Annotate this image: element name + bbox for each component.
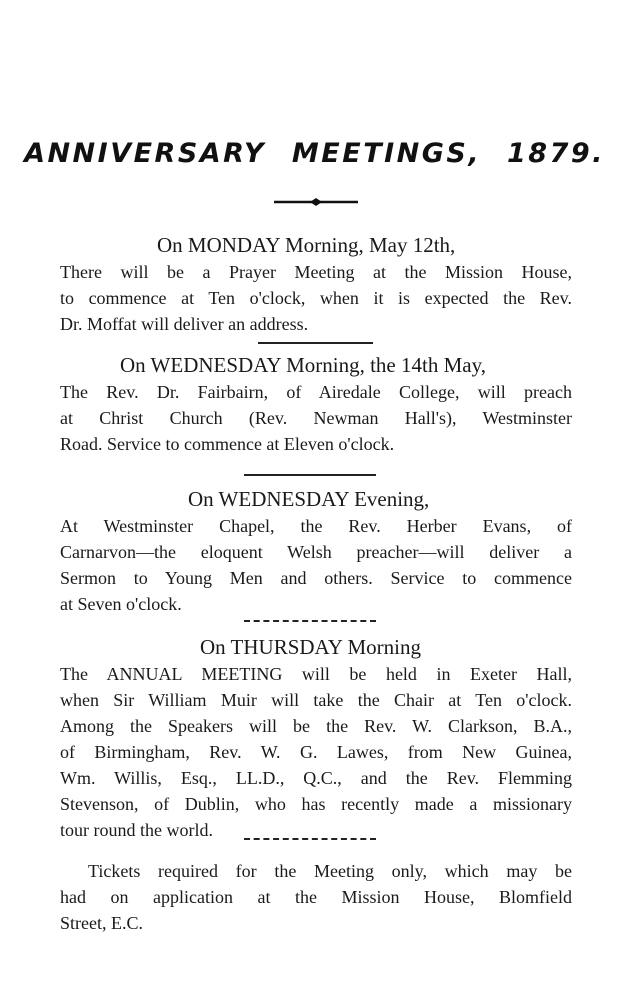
heading-day: WEDNESDAY	[218, 487, 349, 511]
heading-day: MONDAY	[187, 233, 280, 257]
heading-word: Morning,	[286, 353, 365, 377]
body-line: at Seven o'clock.	[60, 594, 182, 614]
heading-word: On	[120, 353, 146, 377]
section-heading	[60, 486, 572, 512]
heading-word: May	[368, 233, 408, 257]
body-line: Carnarvon—the eloquent Welsh preacher—will deliver a	[60, 542, 572, 562]
heading-day: THURSDAY	[230, 635, 343, 659]
body-line: tour round the world.	[60, 820, 213, 840]
page-title: ANNIVERSARY MEETINGS, 1879.	[24, 138, 605, 169]
body-line: The Rev. Dr. Fairbairn, of Airedale College, will preach	[60, 382, 572, 402]
section-thursday	[60, 634, 572, 843]
heading-word: the 14th	[370, 353, 439, 377]
body-line: Dr. Moffat will deliver an address.	[60, 314, 309, 334]
section-divider	[244, 474, 376, 476]
body-line: There will be a Prayer Meeting at the Mission House,	[60, 262, 572, 282]
section-heading	[60, 232, 572, 258]
body-line: when Sir William Muir will take the Chair at Ten o'clock.	[60, 690, 572, 710]
body-line: Stevenson, of Dublin, who has recently made a missionary	[60, 794, 572, 814]
heading-day: WEDNESDAY	[150, 353, 281, 377]
body-line: had on application at the Mission House, Blomfield	[60, 887, 572, 907]
section-monday	[60, 232, 572, 337]
section-divider	[244, 838, 376, 840]
heading-word: Morning	[347, 635, 421, 659]
section-wednesday-morning	[60, 352, 572, 457]
section-divider	[244, 620, 376, 622]
heading-word: On	[188, 487, 214, 511]
heading-word: May,	[443, 353, 486, 377]
body-line: Road. Service to commence at Eleven o'clock.	[60, 434, 395, 454]
section-body	[60, 259, 572, 337]
body-line: Among the Speakers will be the Rev. W. Clarkson, B.A.,	[60, 716, 572, 736]
body-line: of Birmingham, Rev. W. G. Lawes, from New Guinea,	[60, 742, 572, 762]
heading-word: On	[200, 635, 226, 659]
body-line: Wm. Willis, Esq., LL.D., Q.C., and the Rev. Flemming	[60, 768, 572, 788]
ornament-divider	[274, 196, 358, 208]
heading-word: Morning,	[284, 233, 364, 257]
section-body	[60, 513, 572, 617]
body-line: At Westminster Chapel, the Rev. Herber Evans, of	[60, 516, 572, 536]
body-line: at Christ Church (Rev. Newman Hall's), Westminster	[60, 408, 572, 428]
body-line: to commence at Ten o'clock, when it is expected the Rev.	[60, 288, 572, 308]
body-line: The ANNUAL MEETING will be held in Exeter Hall,	[60, 664, 572, 684]
section-heading	[60, 634, 572, 660]
body-line: Street, E.C.	[60, 913, 143, 933]
body-line: Sermon to Young Men and others. Service to commence	[60, 568, 572, 588]
heading-word: Evening,	[354, 487, 430, 511]
section-divider	[258, 342, 373, 344]
section-body	[60, 661, 572, 843]
heading-word: 12th,	[412, 233, 456, 257]
heading-word: On	[157, 233, 183, 257]
section-heading	[60, 352, 572, 378]
body-line: Tickets required for the Meeting only, which may be	[88, 861, 572, 881]
section-body	[60, 379, 572, 457]
section-tickets	[60, 858, 572, 936]
section-wednesday-evening	[60, 486, 572, 617]
section-body	[60, 858, 572, 936]
